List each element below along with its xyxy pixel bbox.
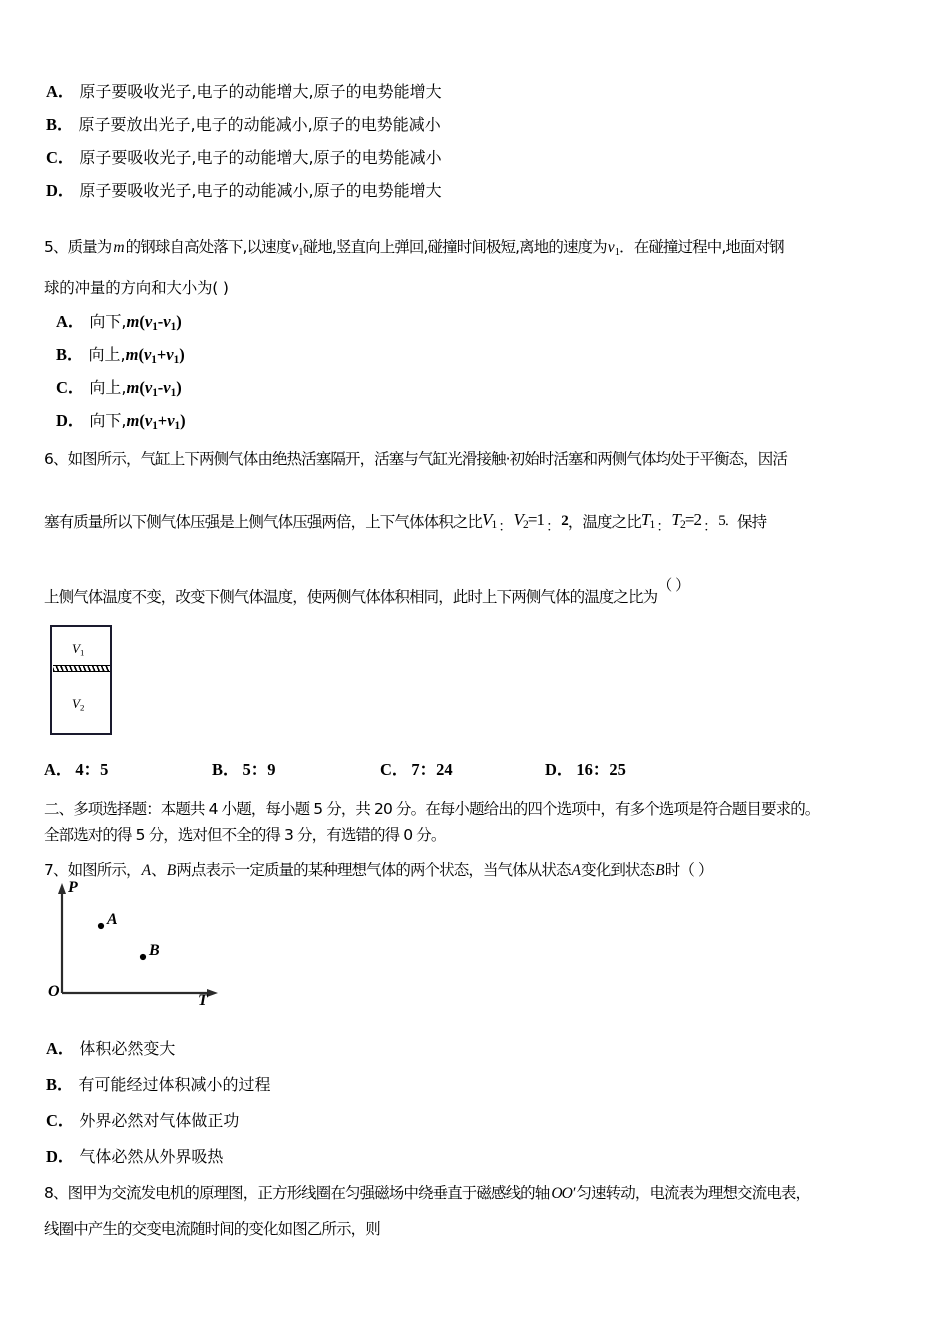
option-text: 原子要吸收光子,电子的动能减小,原子的电势能增大: [79, 181, 442, 200]
symbol-v-subscript: 1: [170, 387, 177, 400]
data-point-B: [140, 954, 146, 960]
x-axis-label: T: [198, 992, 208, 1009]
lower-gas-volume-label: $V_2$: [72, 696, 85, 713]
symbol-v-subscript: 1: [614, 246, 620, 258]
option-text: 原子要放出光子,电子的动能减小,原子的电势能减小: [78, 115, 441, 134]
point-label-A: A: [107, 911, 118, 928]
symbol-m: m: [125, 345, 139, 364]
y-axis-label: P: [68, 879, 78, 896]
question-number: 7、: [44, 861, 68, 879]
stem-text: 保持: [736, 513, 767, 531]
option-label: A．: [56, 312, 85, 331]
symbol-m: m: [113, 239, 124, 256]
question4-option-b: [46, 117, 441, 134]
adiabatic-piston: [53, 665, 110, 672]
origin-label: O: [48, 983, 60, 1000]
symbol-V1-subscript: 1: [491, 518, 497, 532]
symbol-V1: V: [482, 510, 492, 529]
symbol-v-subscript: 1: [174, 420, 181, 433]
symbol-m: m: [126, 411, 140, 430]
symbol-v-subscript: 1: [152, 387, 158, 400]
symbol-v: v: [143, 345, 152, 364]
option-text: 外界必然对气体做正功: [79, 1111, 240, 1130]
symbol-T2-subscript: 2: [679, 518, 685, 532]
point-A: A: [141, 862, 151, 879]
question5-option-b: [56, 347, 185, 366]
symbol-V2-subscript: 2: [522, 518, 528, 532]
question6-stem-line1: [44, 452, 787, 468]
paren-close: ): [179, 345, 185, 364]
option-label: A．: [46, 1039, 75, 1058]
option-label: A．: [44, 760, 73, 779]
symbol-v: v: [163, 378, 171, 397]
question5-option-a: [56, 314, 182, 333]
symbol-v: v: [166, 345, 174, 364]
paren-open: (: [138, 345, 144, 364]
stem-text: 时（ ）: [664, 861, 713, 879]
question7-option-d: [46, 1149, 223, 1166]
question5-stem-line1: [44, 240, 784, 258]
stem-text: 质量为: [67, 238, 112, 256]
option-label: D．: [545, 760, 574, 779]
x-axis-arrowhead: [207, 989, 218, 997]
section2-instructions-line1: 二、多项选择题：本题共 4 小题，每小题 5 分，共 20 分。在每小题给出的四个选项中，有多个选项是符合题目要求的。: [44, 800, 820, 818]
y-axis-arrowhead: [58, 883, 66, 894]
question6-option-a: [44, 762, 108, 779]
paren-close: ): [180, 411, 186, 430]
option-label: B．: [56, 345, 84, 364]
section2-instructions-line2: 全部选对的得 5 分，选对但不全的得 3 分，有选错的得 0 分。: [44, 826, 446, 844]
paren-close: ): [176, 378, 182, 397]
question7-option-a: [46, 1041, 175, 1058]
operator: +: [156, 345, 167, 364]
question4-option-a: [46, 84, 442, 101]
paren-open: (: [139, 411, 145, 430]
option-text: 有可能经过体积减小的过程: [78, 1075, 271, 1094]
question6-stem-line3: [44, 578, 689, 606]
cylinder-piston-diagram: [50, 625, 112, 735]
point-B: B: [655, 862, 664, 879]
option-direction: 向上,: [88, 345, 126, 364]
option-text: 4：5: [75, 760, 109, 779]
ratio-colon: ：: [546, 520, 560, 536]
paren-open: (: [139, 312, 145, 331]
upper-gas-volume-label: $V_1$: [72, 641, 85, 658]
rotation-axis-label: OO′: [551, 1185, 575, 1202]
operator: -: [157, 312, 164, 331]
option-label: D．: [46, 181, 75, 200]
stem-text: ，温度之比: [567, 513, 641, 531]
symbol-v-subscript: 1: [152, 420, 158, 433]
question7-option-b: [46, 1077, 271, 1094]
answer-blank-parentheses: （ ）: [657, 576, 690, 594]
stem-text: 、: [151, 861, 166, 879]
question4-option-d: [46, 183, 442, 200]
stem-text: 碰地,竖直向上弹回,碰撞时间极短,离地的速度为: [302, 238, 607, 256]
symbol-v: v: [144, 312, 153, 331]
question8-stem-line2: 线圈中产生的交变电流随时间的变化如图乙所示，则: [44, 1220, 380, 1238]
question6-stem-line2: [44, 511, 766, 535]
question5-option-d: [56, 413, 186, 432]
question8-stem-line1: [44, 1186, 810, 1202]
question6-option-d: [545, 762, 626, 779]
paren-close: ): [176, 312, 182, 331]
option-text: 7：24: [411, 760, 453, 779]
symbol-T1-subscript: 1: [649, 518, 655, 532]
ratio-colon: ：: [703, 520, 717, 536]
symbol-V2: V: [513, 510, 523, 529]
option-label: B．: [212, 760, 240, 779]
option-label: B．: [46, 115, 74, 134]
option-label: D．: [56, 411, 85, 430]
symbol-v: v: [163, 312, 171, 331]
symbol-v-subscript: 1: [173, 354, 180, 367]
point-A: A: [571, 862, 581, 879]
stem-text: 变化到状态: [581, 861, 655, 879]
stem-text: 的钢球自高处落下,以速度: [125, 238, 291, 256]
symbol-m: m: [126, 378, 140, 397]
option-label: D．: [46, 1147, 75, 1166]
ratio-colon: ：: [656, 520, 670, 536]
symbol-v: v: [144, 411, 153, 430]
question-number: 6、: [44, 450, 68, 468]
question-number: 5、: [44, 238, 68, 256]
symbol-v: v: [144, 378, 153, 397]
equals-value: =2: [684, 510, 702, 529]
question5-option-c: [56, 380, 182, 399]
ratio-colon: ：: [498, 520, 512, 536]
option-text: 5：9: [242, 760, 276, 779]
point-B: B: [166, 862, 176, 879]
option-label: B．: [46, 1075, 74, 1094]
question5-stem-line2: 球的冲量的方向和大小为( ): [44, 279, 229, 297]
option-label: C．: [56, 378, 85, 397]
symbol-v-subscript: 1: [151, 354, 157, 367]
operator: +: [157, 411, 168, 430]
stem-text: 上侧气体温度不变，改变下侧气体温度，使两侧气体体积相同，此时上下两侧气体的温度之比为: [44, 588, 658, 606]
stem-text: 两点表示一定质量的某种理想气体的两个状态，当气体从状态: [176, 861, 571, 879]
option-direction: 向下,: [89, 411, 127, 430]
pressure-temperature-graph: [48, 875, 238, 1010]
data-point-A: [98, 923, 104, 929]
question7-option-c: [46, 1113, 239, 1130]
question-number: 8、: [44, 1184, 68, 1202]
option-label: C．: [380, 760, 409, 779]
point-label-B: B: [149, 942, 160, 959]
symbol-m: m: [126, 312, 140, 331]
option-label: C．: [46, 148, 75, 167]
option-text: 原子要吸收光子,电子的动能增大,原子的电势能增大: [79, 82, 442, 101]
ratio-value: 2: [561, 513, 568, 529]
option-text: 气体必然从外界吸热: [79, 1147, 224, 1166]
symbol-T2: T: [671, 510, 680, 529]
option-text: 体积必然变大: [79, 1039, 176, 1058]
option-text: 16：25: [576, 760, 626, 779]
symbol-v-subscript: 1: [152, 321, 158, 334]
stem-text: 塞有质量所以下侧气体压强是上侧气体压强两倍，上下气体体积之比: [44, 513, 483, 531]
option-direction: 向上,: [89, 378, 127, 397]
option-label: A．: [46, 82, 75, 101]
option-direction: 向下,: [89, 312, 127, 331]
operator: -: [157, 378, 164, 397]
stem-text: 如图所示，: [67, 861, 141, 879]
option-label: C．: [46, 1111, 75, 1130]
symbol-v-subscript: 1: [170, 321, 177, 334]
stem-text: 图甲为交流发电机的原理图，正方形线圈在匀强磁场中绕垂直于磁感线的轴: [67, 1184, 550, 1202]
period: ．: [724, 513, 737, 528]
symbol-v-subscript: 1: [298, 246, 303, 258]
paren-open: (: [139, 378, 145, 397]
symbol-T1: T: [640, 510, 650, 529]
symbol-v: v: [607, 239, 614, 256]
question6-option-c: [380, 762, 453, 779]
stem-text: 匀速转动，电流表为理想交流电表，: [576, 1184, 811, 1202]
question6-option-b: [212, 762, 276, 779]
question4-option-c: [46, 150, 442, 167]
symbol-v: v: [291, 239, 298, 256]
option-text: 原子要吸收光子,电子的动能增大,原子的电势能减小: [79, 148, 442, 167]
equals-value: =1: [527, 510, 545, 529]
ratio-value: 5: [718, 513, 725, 529]
symbol-v: v: [167, 411, 175, 430]
stem-text: ．在碰撞过程中,地面对钢: [619, 238, 784, 256]
stem-text: 如图所示，气缸上下两侧气体由绝热活塞隔开，活塞与气缸光滑接触·初始时活塞和两侧气体均处于平衡态，因活: [67, 450, 787, 468]
